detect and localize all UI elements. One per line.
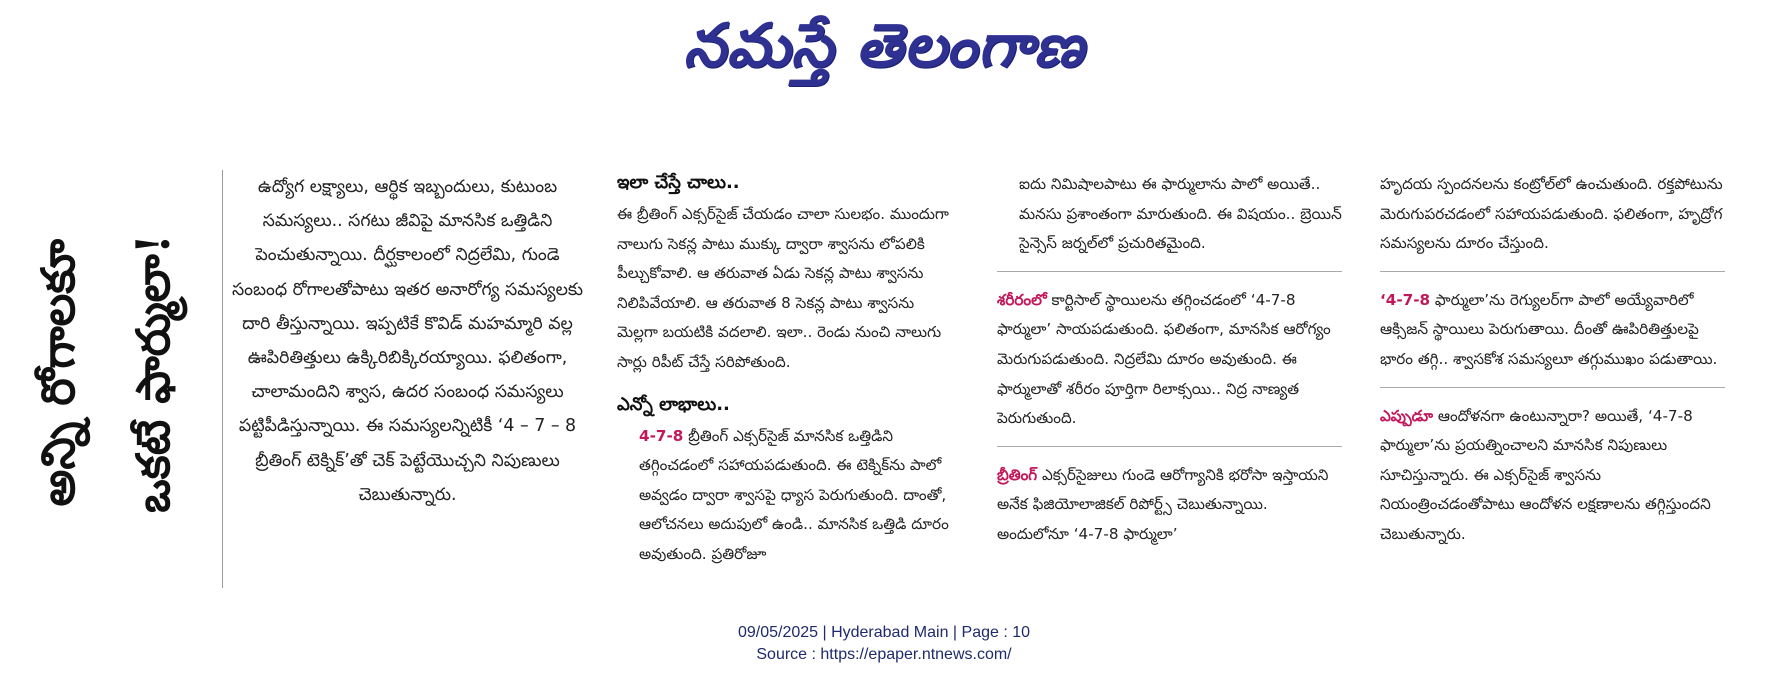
headline-line-2: ఒకటే ఫార్ములా!: [125, 233, 180, 513]
headline-line-1: అన్ని రోగాలకూ: [30, 239, 85, 507]
keyword: 4-7-8: [639, 426, 684, 445]
paragraph: 4-7-8 బ్రీతింగ్ ఎక్సర్‌సైజ్ మానసిక ఒత్తిడిని తగ్గించడంలో సహాయపడుతుంది. ఈ టెక్నిక్‌ను పాలో అవ్వడం ద్వారా శ్వాసపై ధ్యాస పెరుగుతుంది. దాంతో, ఆలోచనలు అదుపులో ఉండి.. మానసిక ఒత్తిడి దూరం అవుతుంది. ప్రతిరోజూ: [639, 426, 949, 563]
paragraph: ఈ బ్రీతింగ్ ఎక్సర్‌సైజ్ చేయడం చాలా సులభం. ముందుగా నాలుగు సెకన్ల పాటు ముక్కు ద్వారా శ్వాసను లోపలికి పీల్చుకోవాలి. ఆ తరువాత ఏడు సెకన్ల పాటు శ్వాసను నిలిపివేయాలి. ఆ తరువాత 8 సెకన్ల పాటు శ్వాసను మెల్లగా బయటికి వదలాలి. ఇలా.. రెండు నుంచి నాలుగు సార్లు రిపీట్ చేస్తే సరిపోతుంది.: [617, 205, 949, 371]
source-link[interactable]: Source : https://epaper.ntnews.com/: [756, 646, 1012, 663]
paragraph: హృదయ స్పందనలను కంట్రోల్‌లో ఉంచుతుంది. రక్తపోటును మెరుగుపరచడంలో సహాయపడుతుంది. ఫలితంగా, హృద్రోగ సమస్యలను దూరం చేస్తుంది.: [1380, 175, 1723, 253]
paragraph: శరీరంలో కార్టిసాల్ స్థాయిలను తగ్గించడంలో ‘4-7-8 ఫార్ములా’ సాయపడుతుంది. ఫలితంగా, మానసిక ఆరోగ్యం మెరుగుపడుతుంది. నిద్రలేమి దూరం అవుతుంది. ఈ ఫార్ములాతో శరీరం పూర్తిగా రిలాక్సయి.. నిద్ర నాణ్యత పెరుగుతుంది.: [997, 290, 1331, 428]
keyword: ‘4-7-8: [1380, 290, 1431, 309]
headline: [10, 168, 200, 578]
section-divider: [997, 271, 1342, 272]
section-divider: [997, 446, 1342, 447]
section-divider: [1380, 387, 1725, 388]
footer: [0, 622, 1768, 666]
paragraph: బ్రీతింగ్ ఎక్సర్‌సైజులు గుండె ఆరోగ్యానికి భరోసా ఇస్తాయని అనేక ఫిజియోలాజికల్ రిపోర్ట్స్ చెబుతున్నాయి. అందులోనూ ‘4-7-8 ఫార్ములా’: [997, 465, 1329, 543]
column-divider: [222, 170, 223, 588]
article-column-2: [617, 170, 955, 570]
newspaper-logo: నమస్తే తెలంగాణ: [683, 11, 1085, 81]
subheading-benefits: ఎన్నో లాభాలు..: [617, 393, 730, 415]
subheading-how-to: ఇలా చేస్తే చాలు..: [617, 172, 740, 193]
article-column-4: [1380, 170, 1725, 550]
intro-paragraph: ఉద్యోగ లక్ష్యాలు, ఆర్థిక ఇబ్బందులు, కుటుంబ సమస్యలు.. సగటు జీవిపై మానసిక ఒత్తిడిని పెంచుతున్నాయి. దీర్ఘకాలంలో నిద్రలేమి, గుండె సంబంధ రోగాలతోపాటు ఇతర అనారోగ్య సమస్యలకు దారి తీస్తున్నాయి. ఇప్పటికే కొవిడ్ మహమ్మారి వల్ల ఊపిరితిత్తులు ఉక్కిరిబిక్కిరయ్యాయి. ఫలితంగా, చాలామందిని శ్వాస, ఉదర సంబంధ సమస్యలు పట్టిపీడిస్తున్నాయి. ఈ సమస్యలన్నిటికీ ‘4 – 7 – 8 బ్రీతింగ్ టెక్నిక్’తో చెక్ పెట్టేయొచ్చని నిపుణులు చెబుతున్నారు.: [231, 177, 584, 505]
article-column-3: [997, 170, 1342, 550]
masthead: [0, 8, 1768, 84]
edition-info: 09/05/2025 | Hyderabad Main | Page : 10: [737, 624, 1031, 641]
keyword: శరీరంలో: [997, 290, 1047, 309]
paragraph: ఎప్పుడూ ఆందోళనగా ఉంటున్నారా? అయితే, ‘4-7-8 ఫార్ములా’ను ప్రయత్నించాలని మానసిక నిపుణులు సూచిస్తున్నారు. ఈ ఎక్సర్‌సైజ్ శ్వాసను నియంత్రించడంతోపాటు ఆందోళన లక్షణాలను తగ్గిస్తుందని చెబుతున్నారు.: [1380, 406, 1711, 543]
section-divider: [1380, 271, 1725, 272]
paragraph: ‘4-7-8 ఫార్ములా’ను రెగ్యులర్‌గా పాలో అయ్యేవారిలో ఆక్సిజన్ స్థాయిలు పెరుగుతాయి. దీంతో ఊపిరితిత్తులపై భారం తగ్గి.. శ్వాసకోశ సమస్యలూ తగ్గుముఖం పడుతాయి.: [1380, 290, 1718, 368]
keyword: బ్రీతింగ్: [997, 465, 1038, 484]
paragraph: ఐదు నిమిషాలపాటు ఈ ఫార్ములాను పాలో అయితే.. మనసు ప్రశాంతంగా మారుతుంది. ఈ విషయం.. బ్రెయిన్ సైన్సెస్ జర్నల్‌లో ప్రచురితమైంది.: [1019, 175, 1342, 253]
keyword: ఎప్పుడూ: [1380, 406, 1433, 425]
article-clipping: [0, 158, 1768, 603]
